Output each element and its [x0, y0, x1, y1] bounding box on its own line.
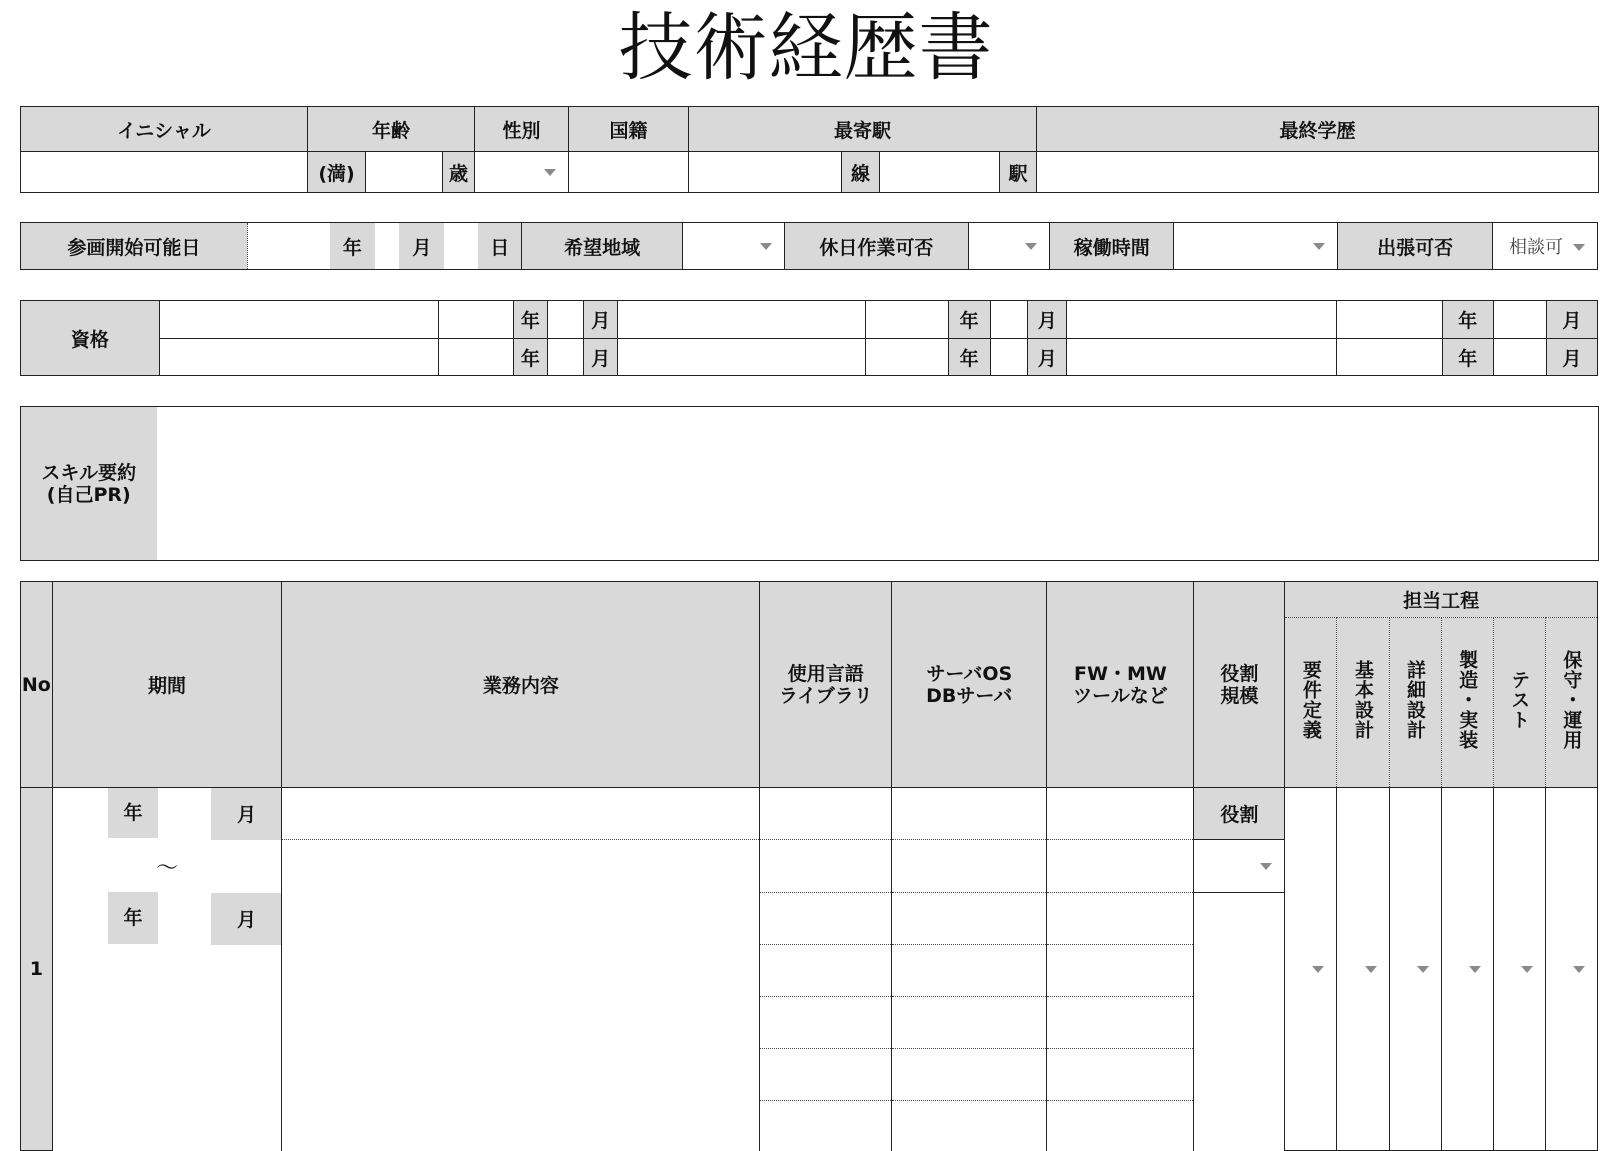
chevron-down-icon: [1260, 863, 1272, 870]
availability-table: [20, 222, 1598, 270]
region-label: 希望地域: [522, 223, 682, 270]
header-framework: [1047, 582, 1194, 788]
qualification-name-input[interactable]: [159, 339, 439, 376]
header-education: 最終学歴: [1037, 107, 1599, 152]
server-input[interactable]: [892, 997, 1047, 1049]
chevron-down-icon: [1469, 966, 1481, 973]
languages-input[interactable]: [760, 893, 892, 945]
role-label: 役割: [1194, 788, 1285, 840]
server-input[interactable]: [892, 893, 1047, 945]
qualification-name-input[interactable]: [159, 301, 439, 339]
chevron-down-icon: [1365, 966, 1377, 973]
start-month-label: 月: [399, 223, 444, 270]
framework-input[interactable]: [1047, 788, 1194, 840]
header-server: [892, 582, 1047, 788]
scale-input[interactable]: [1194, 893, 1285, 1151]
page-title: 技術経歴書: [618, 5, 994, 91]
phase-test-select[interactable]: [1493, 788, 1545, 1151]
station-label: 駅: [1000, 152, 1037, 193]
header-role-line1: 役割: [1220, 662, 1259, 685]
header-languages-line2: ライブラリ: [778, 684, 873, 707]
qualification-year-label: 年: [948, 339, 990, 376]
qualification-name-input[interactable]: [1067, 301, 1336, 339]
header-phase-group: 担当工程: [1285, 582, 1598, 618]
header-phase-maintenance: 保守・運用: [1545, 618, 1597, 788]
qualification-year-input[interactable]: [1336, 339, 1442, 376]
skill-summary-label-line1: スキル要約: [41, 461, 137, 484]
qualification-year-input[interactable]: [866, 339, 949, 376]
qualification-year-label: 年: [513, 339, 547, 376]
education-input[interactable]: [1037, 152, 1599, 193]
skill-summary-input[interactable]: [157, 407, 1599, 561]
languages-input[interactable]: [760, 945, 892, 997]
qualification-year-label: 年: [513, 301, 547, 339]
period-end-month-label: 月: [211, 893, 281, 945]
phase-basic-design-select[interactable]: [1337, 788, 1389, 1151]
skill-summary-label-line2: (自己PR): [46, 483, 131, 506]
header-phase-requirements: 要件定義: [1285, 618, 1337, 788]
languages-input[interactable]: [760, 997, 892, 1049]
age-prefix-label: (満): [308, 152, 366, 193]
framework-input[interactable]: [1047, 997, 1194, 1049]
qualification-month-input[interactable]: [1493, 339, 1546, 376]
business-trip-label: 出張可否: [1338, 223, 1492, 270]
profile-table: [20, 106, 1599, 193]
chevron-down-icon: [544, 169, 556, 176]
qualification-month-input[interactable]: [547, 339, 584, 376]
qualification-year-input[interactable]: [866, 301, 949, 339]
start-day-input[interactable]: [444, 223, 478, 270]
role-select[interactable]: [1194, 840, 1285, 893]
station-input[interactable]: [880, 152, 1000, 193]
server-input[interactable]: [892, 1049, 1047, 1101]
header-languages: [760, 582, 892, 788]
qualification-month-input[interactable]: [990, 301, 1028, 339]
qualification-month-input[interactable]: [990, 339, 1028, 376]
row-number: 1: [21, 788, 53, 1151]
header-phase-detail-design: 詳細設計: [1389, 618, 1441, 788]
initial-input[interactable]: [21, 152, 308, 193]
business-trip-value: 相談可: [1509, 237, 1563, 258]
languages-input[interactable]: [760, 1049, 892, 1101]
work-history-table: [20, 581, 1598, 1151]
work-hours-select[interactable]: [1174, 223, 1338, 270]
phase-implementation-select[interactable]: [1441, 788, 1493, 1151]
gender-select[interactable]: [475, 152, 569, 193]
server-input[interactable]: [892, 945, 1047, 997]
header-gender: 性別: [475, 107, 569, 152]
work-content-input[interactable]: [282, 840, 760, 1151]
languages-input[interactable]: [760, 840, 892, 893]
header-age: 年齢: [308, 107, 475, 152]
chevron-down-icon: [1025, 243, 1037, 250]
header-no: No: [21, 582, 53, 788]
start-year-input[interactable]: [247, 223, 330, 270]
qualification-year-label: 年: [948, 301, 990, 339]
framework-input[interactable]: [1047, 1101, 1194, 1151]
chevron-down-icon: [1573, 244, 1585, 251]
chevron-down-icon: [1313, 243, 1325, 250]
skill-summary-label: [21, 407, 157, 561]
region-select[interactable]: [682, 223, 784, 270]
period-tilde: ～: [52, 840, 282, 893]
period-start-year-label: 年: [108, 788, 158, 838]
languages-input[interactable]: [760, 788, 892, 840]
start-year-label: 年: [330, 223, 375, 270]
chevron-down-icon: [1521, 966, 1533, 973]
skill-summary-table: [20, 406, 1599, 561]
header-nearest-station: 最寄駅: [689, 107, 1037, 152]
qualification-month-input[interactable]: [547, 301, 584, 339]
qualification-month-label: 月: [584, 339, 618, 376]
qualification-month-label: 月: [1546, 301, 1597, 339]
qualifications-label: 資格: [21, 301, 160, 376]
languages-input[interactable]: [760, 1101, 892, 1151]
period-end-year-input[interactable]: [52, 893, 110, 945]
chevron-down-icon: [1417, 966, 1429, 973]
line-label: 線: [842, 152, 880, 193]
start-date-label: 参画開始可能日: [21, 223, 248, 270]
header-period: 期間: [52, 582, 282, 788]
nationality-input[interactable]: [569, 152, 689, 193]
header-framework-line2: ツールなど: [1073, 684, 1168, 707]
period-start-year-input[interactable]: [52, 788, 110, 840]
period-end-year-label: 年: [108, 892, 158, 944]
header-server-line2: DBサーバ: [926, 684, 1013, 707]
qualification-month-input[interactable]: [1493, 301, 1546, 339]
qualifications-table: [20, 300, 1598, 376]
qualification-year-input[interactable]: [439, 301, 514, 339]
age-input[interactable]: [366, 152, 443, 193]
header-role: [1194, 582, 1285, 788]
period-start-month-label: 月: [211, 788, 281, 840]
qualification-month-label: 月: [584, 301, 618, 339]
framework-input[interactable]: [1047, 840, 1194, 893]
framework-input[interactable]: [1047, 945, 1194, 997]
age-suffix-label: 歳: [443, 152, 475, 193]
server-input[interactable]: [892, 1101, 1047, 1151]
work-content-title-input[interactable]: [282, 788, 760, 840]
work-hours-label: 稼働時間: [1050, 223, 1174, 270]
chevron-down-icon: [1312, 966, 1324, 973]
qualification-year-label: 年: [1442, 339, 1493, 376]
qualification-name-input[interactable]: [618, 339, 866, 376]
qualification-month-label: 月: [1028, 339, 1067, 376]
header-phase-test: テスト: [1493, 618, 1545, 788]
chevron-down-icon: [760, 243, 772, 250]
phase-detail-design-select[interactable]: [1389, 788, 1441, 1151]
framework-input[interactable]: [1047, 893, 1194, 945]
header-nationality: 国籍: [569, 107, 689, 152]
business-trip-select[interactable]: [1492, 223, 1597, 270]
header-role-line2: 規模: [1220, 684, 1259, 707]
qualification-month-label: 月: [1546, 339, 1597, 376]
qualification-year-label: 年: [1442, 301, 1493, 339]
holiday-work-select[interactable]: [968, 223, 1050, 270]
server-input[interactable]: [892, 788, 1047, 840]
qualification-month-label: 月: [1028, 301, 1067, 339]
holiday-work-label: 休日作業可否: [784, 223, 968, 270]
start-month-input[interactable]: [375, 223, 400, 270]
phase-maintenance-select[interactable]: [1545, 788, 1597, 1151]
qualification-name-input[interactable]: [1067, 339, 1336, 376]
qualification-year-input[interactable]: [439, 339, 514, 376]
header-initial: イニシャル: [21, 107, 308, 152]
header-server-line1: サーバOS: [926, 662, 1013, 685]
start-day-label: 日: [478, 223, 522, 270]
qualification-year-input[interactable]: [1336, 301, 1442, 339]
chevron-down-icon: [1573, 966, 1585, 973]
phase-requirements-select[interactable]: [1285, 788, 1337, 1151]
header-languages-line1: 使用言語: [787, 662, 864, 685]
qualification-name-input[interactable]: [618, 301, 866, 339]
header-framework-line1: FW・MW: [1074, 662, 1167, 685]
header-phase-basic-design: 基本設計: [1337, 618, 1389, 788]
header-work-content: 業務内容: [282, 582, 760, 788]
period-spacer: [52, 945, 282, 1151]
framework-input[interactable]: [1047, 1049, 1194, 1101]
header-phase-implementation: 製造・実装: [1441, 618, 1493, 788]
line-input[interactable]: [689, 152, 842, 193]
server-input[interactable]: [892, 840, 1047, 893]
